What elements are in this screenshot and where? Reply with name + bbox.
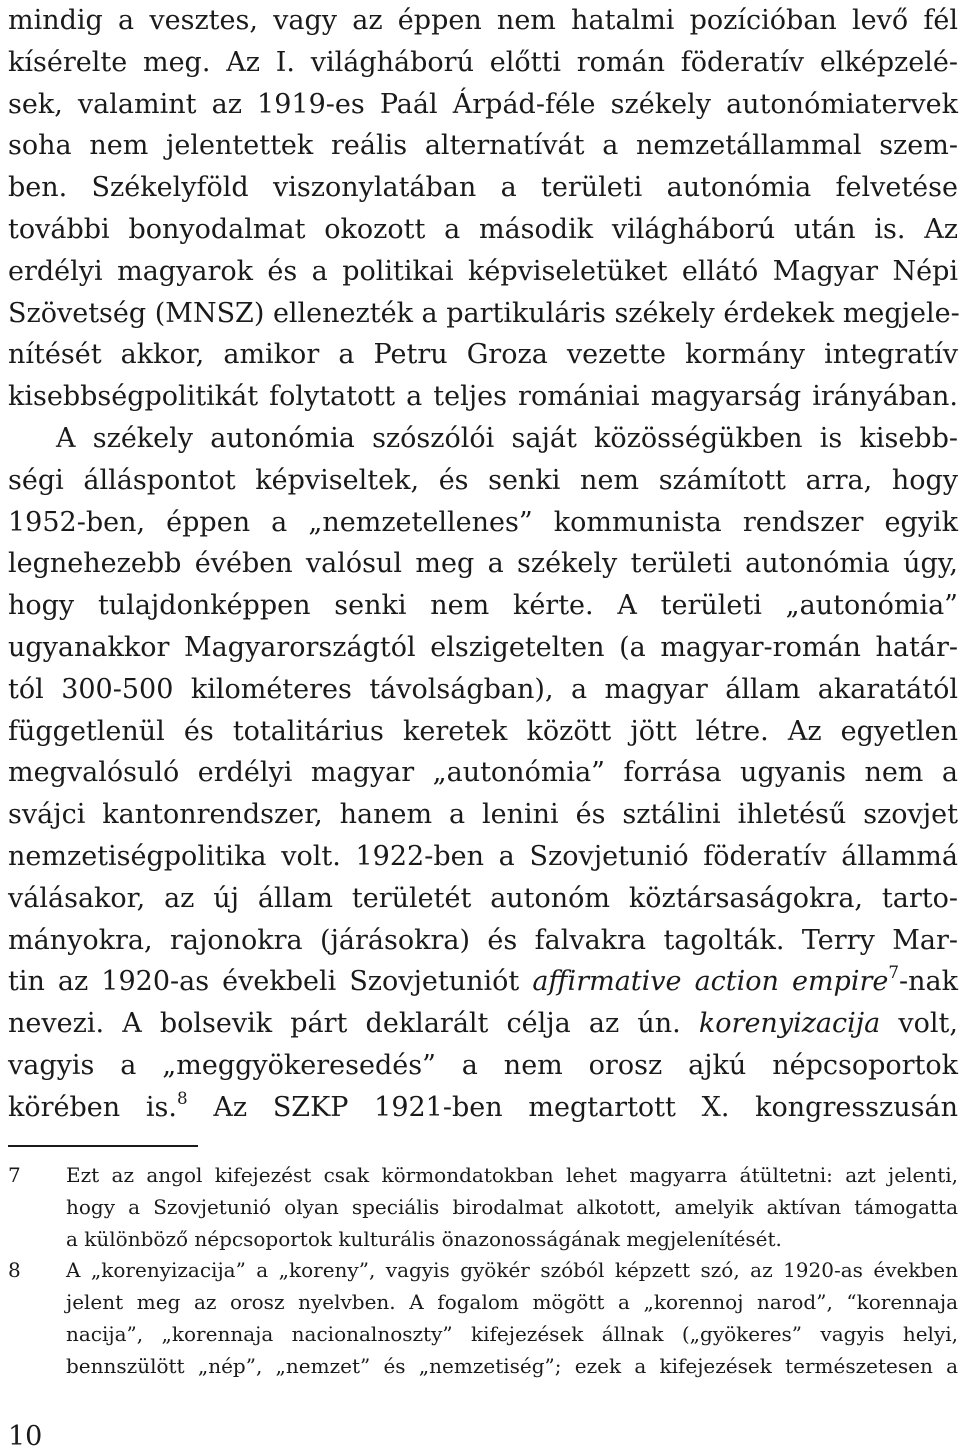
footnote-number: 8	[8, 1258, 21, 1283]
footnote-number: 7	[8, 1163, 21, 1187]
body-line: svájci kantonrendszer, hanem a lenini és sztálini ihletésű szovjet	[8, 799, 958, 831]
body-line: legnehezebb évében valósul meg a székely területi autonómia úgy,	[8, 548, 958, 580]
body-line: ségi álláspontot képviseltek, és senki nem számított arra, hogy	[8, 464, 958, 496]
body-text-segment: körében is.	[8, 1091, 177, 1123]
footnote-divider	[8, 1145, 198, 1147]
footnotes	[8, 1160, 958, 1383]
body-line: függetlenül és totalitárius keretek között jött létre. Az egyetlen	[8, 715, 958, 747]
body-line: válásakor, az új állam területét autonóm köztársaságokra, tarto-	[8, 882, 958, 914]
footnote-line: nacija”, „korennaja nacionalnoszty” kifejezések állnak („gyökeres” vagyis helyi,	[66, 1321, 958, 1346]
body-line: erdélyi magyarok és a politikai képviseletüket ellátó Magyar Népi	[8, 255, 958, 287]
body-text	[8, 0, 958, 1129]
body-line: sek, valamint az 1919-es Paál Árpád-féle székely autonómiatervek	[8, 88, 958, 120]
footnote-line: hogy a Szovjetunió olyan speciális birodalmat alkotott, amelyik aktívan támogatta	[66, 1194, 958, 1219]
page-number: 10	[8, 1421, 43, 1452]
body-line: további bonyodalmat okozott a második világháború után is. Az	[8, 213, 958, 245]
body-line: ben. Székelyföld viszonylatában a területi autonómia felvetése	[8, 172, 958, 204]
footnote-line: Ezt az angol kifejezést csak körmondatokban lehet magyarra átültetni: azt jelenti,	[66, 1163, 958, 1187]
footnote	[8, 1255, 958, 1382]
italic-term: korenyizacija	[698, 1008, 881, 1040]
footnote-line: A „korenyizacija” a „koreny”, vagyis gyökér szóból képzett szó, az 1920-as években	[66, 1258, 958, 1283]
body-text-segment: tin az 1920-as évekbeli Szovjetuniót	[8, 966, 533, 998]
body-line	[8, 1087, 958, 1129]
body-line: A székely autonómia szószólói saját közösségükben is kisebb-	[56, 422, 958, 454]
body-line: nemzetiségpolitika volt. 1922-ben a Szovjetunió föderatív állammá	[8, 840, 958, 872]
body-text-segment: Az SZKP 1921-ben megtartott X. kongresszusán	[187, 1091, 958, 1123]
body-line: Szövetség (MNSZ) ellenezték a partikuláris székely érdekek megjele-	[8, 297, 960, 329]
body-line: 1952-ben, éppen a „nemzetellenes” kommunista rendszer egyik	[8, 506, 958, 538]
body-line: soha nem jelentettek reális alternatívát a nemzetállammal szem-	[8, 130, 958, 162]
body-line: mindig a vesztes, vagy az éppen nem hatalmi pozícióban levő fél	[8, 5, 958, 36]
body-line: kísérelte meg. Az I. világháború előtti román föderatív elképzelé-	[8, 46, 958, 78]
footnote-ref[interactable]: 8	[176, 1087, 188, 1108]
body-line: tól 300-500 kilométeres távolságban), a magyar állam akaratától	[8, 673, 958, 705]
body-line: ugyanakkor Magyarországtól elszigetelten (a magyar-román határ-	[8, 631, 958, 663]
footnote-line: jelent meg az orosz nyelvben. A fogalom mögött a „korennoj narod”, “korennaja	[66, 1290, 958, 1315]
body-line	[8, 961, 958, 1003]
italic-term: affirmative action empire	[532, 966, 889, 998]
body-text-segment: -nak	[899, 966, 958, 998]
body-text-segment: volt,	[880, 1008, 958, 1040]
footnote-ref[interactable]: 7	[888, 962, 900, 983]
body-text-segment: nevezi. A bolsevik párt deklarált célja az ún.	[8, 1008, 699, 1040]
footnote-line: a különböző népcsoportok kulturális önazonosságának megjelenítését.	[66, 1226, 782, 1251]
body-line: kisebbségpolitikát folytatott a teljes romániai magyarság irányában.	[8, 381, 958, 413]
body-line: vagyis a „meggyökeresedés” a nem orosz ajkú népcsoportok	[8, 1049, 958, 1081]
body-line: mányokra, rajonokra (járásokra) és falvakra tagolták. Terry Mar-	[8, 924, 958, 956]
body-line: nítését akkor, amikor a Petru Groza vezette kormány integratív	[8, 339, 958, 371]
footnote	[8, 1160, 958, 1255]
footnote-line: bennszülött „nép”, „nemzet” és „nemzetiség”; ezek a kifejezések természetesen a	[66, 1353, 958, 1378]
body-line	[8, 1003, 958, 1045]
body-line: hogy tulajdonképpen senki nem kérte. A területi „autonómia”	[8, 590, 958, 622]
body-line: megvalósuló erdélyi magyar „autonómia” forrása ugyanis nem a	[8, 757, 958, 789]
